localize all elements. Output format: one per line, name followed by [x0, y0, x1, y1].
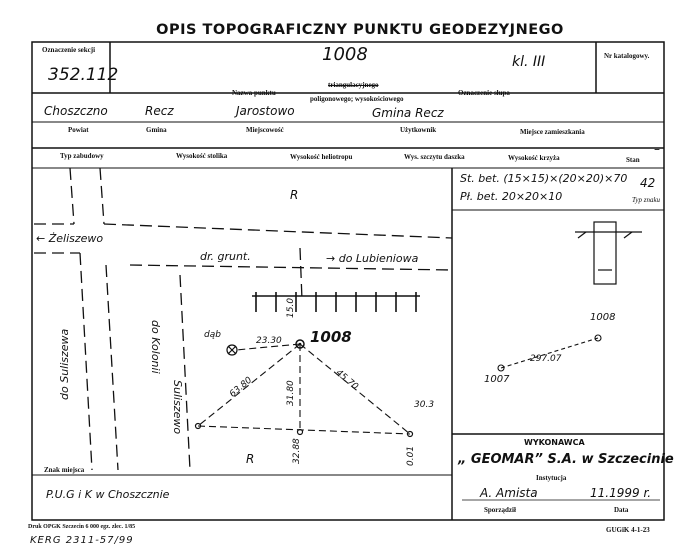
miejscowosc-label: Miejscowość — [246, 126, 284, 134]
marker-line-1: St. bet. (15×15)×(20×20)×70 — [460, 172, 628, 185]
point-type-2: poligonowego; wysokościowego — [310, 95, 404, 103]
type-number: 42 — [640, 176, 656, 190]
author: A. Amista — [480, 486, 538, 500]
powiat-value: Choszczno — [44, 104, 108, 118]
miejsce-label: Miejsce zamieszkania — [520, 128, 585, 136]
contractor-label: WYKONAWCA — [524, 438, 585, 447]
dist-left: 63.80 — [228, 375, 255, 400]
to-suliszewa: do Suliszewa — [58, 328, 71, 400]
inset-distance: 297.07 — [530, 354, 562, 364]
to-zeliszewo: ← Żeliszewo — [36, 232, 104, 245]
section-label: Oznaczenie sekcji — [42, 46, 96, 54]
to-kolonii: do Kolonii — [149, 320, 162, 374]
dist-ref-1: 32.88 — [292, 438, 302, 464]
road-grunt: dr. grunt. — [200, 250, 251, 263]
typ-label: Typ zabudowy — [60, 152, 104, 160]
map-r-bottom: R — [246, 452, 255, 466]
dab-label: dąb — [204, 330, 221, 340]
wys-heliotropu-label: Wysokość heliotropu — [290, 153, 353, 161]
gmina-value: Recz — [145, 104, 174, 118]
point-class: kl. III — [512, 54, 546, 70]
dist-ref-3: 30.3 — [414, 400, 435, 410]
section-value: 352.112 — [48, 65, 119, 85]
catalog-label: Nr katalogowy. — [604, 52, 650, 60]
form-title: OPIS TOPOGRAFICZNY PUNKTU GEODEZYJNEGO — [156, 22, 564, 38]
print-note: Druk OPGK Szczecin 6 000 egz. zlec. 1/85 — [28, 524, 136, 530]
point-name-label: Nazwa punktu — [232, 89, 276, 97]
miejscowosc-value: Jarostowo — [236, 104, 295, 118]
wys-stolika-label: Wysokość stolika — [176, 152, 228, 160]
wys-krzyza-label: Wysokość krzyża — [508, 154, 560, 162]
date-label: Data — [614, 506, 629, 514]
place-label: Znak miejsca — [44, 466, 85, 474]
powiat-label: Powiat — [68, 126, 89, 134]
author-label: Sporządził — [484, 506, 516, 514]
inset-point-b: 1007 — [484, 374, 510, 385]
dist-right: 45.70 — [333, 368, 360, 393]
marker-line-2: Pł. bet. 20×20×10 — [460, 190, 563, 203]
institution-label: Instytucja — [536, 474, 567, 482]
uzytkownik-value: Gmina Recz — [372, 106, 444, 120]
point-label: 1008 — [310, 328, 352, 346]
place: P.U.G i K w Choszcznie — [46, 488, 170, 501]
point-number: 1008 — [322, 44, 368, 65]
form-code: GUGiK 4-1-23 — [606, 526, 650, 534]
gmina-label: Gmina — [146, 126, 167, 134]
inset-point-a: 1008 — [590, 312, 616, 323]
point-type-1: triangulacyjnego — [328, 81, 379, 89]
suliszewo-label: Suliszewo — [171, 380, 184, 435]
stan-value: – — [654, 142, 660, 156]
contractor: „ GEOMAR” S.A. w Szczecinie — [458, 452, 674, 467]
date: 11.1999 r. — [590, 486, 652, 500]
map-r-top: R — [290, 188, 299, 202]
marker-label: Oznaczenie słupa — [458, 89, 510, 97]
wys-szczytu-label: Wys. szczytu daszka — [404, 153, 465, 161]
dist-top: 15.0 — [286, 297, 296, 318]
dist-dab: 23.30 — [256, 336, 282, 346]
to-lubieniowa: → do Lubieniowa — [326, 252, 419, 265]
type-label: Typ znaku — [632, 196, 661, 204]
dist-ref-2: 0.01 — [406, 445, 416, 466]
stan-label: Stan — [626, 156, 640, 164]
dist-center: 31.80 — [286, 380, 296, 406]
kerg: KERG 2311-57/99 — [30, 535, 134, 546]
uzytkownik-label: Użytkownik — [400, 126, 437, 134]
